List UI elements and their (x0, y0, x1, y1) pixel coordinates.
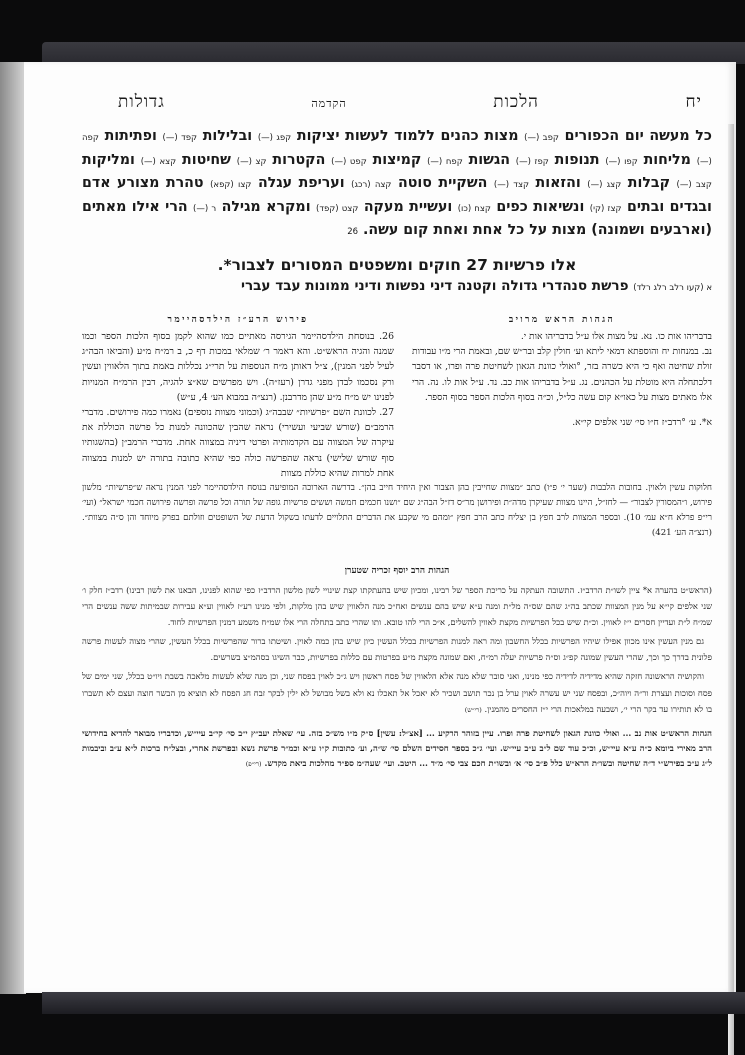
running-section: הקדמה (311, 97, 347, 110)
book-cover-top (42, 42, 745, 64)
hildesheimer-text (82, 329, 394, 481)
schwartz-notes (82, 582, 712, 718)
hildesheimer-note: 27. לכוונת השם ״פרשיות״ שבבה״ג (וכמוני מצוות נוספים) נאמרו כמה פירושים. מדברי הרמב״ם (שורש שביעי ועשירי) נראה שהבין שהכוונה למנות כל פרשה הכוללת את עיקרה של המצווה עם הקדמותיה ופרטי דיניה במצווה אחת. מדברי הרמב״ן (בהשגותיו סוף שורש שלישי) נראה שהפרשה כולה כפי שהיא כתובה בתורה יש למנות במצווה אחת למרות שהיא כוללת מצוות (82, 406, 394, 479)
mitzvah-text: קמיצות (372, 151, 422, 168)
mitzvah-text: מליחות (643, 151, 691, 168)
running-head (82, 92, 712, 118)
rashash-additional-signature: (רי״פ) (245, 760, 262, 769)
mitzvah-text: כל מעשה יום הכפורים (564, 128, 712, 144)
mitzvah-text: הגשות (468, 151, 510, 168)
mitzvah-ref: קצט (קפד) (316, 203, 359, 214)
mitzvah-text: טהרת מצורע אדם ובגדים ובתים (82, 175, 712, 215)
mitzvah-text: ומליקות (82, 151, 135, 168)
page-number: יח (685, 92, 702, 112)
sub-title-text: פרשת סנהדרי גדולה וקטנה דיני נפשות ודיני ממונות עבד עברי (240, 277, 629, 294)
mitzvah-ref: קצב (—) (676, 180, 712, 191)
mitzvah-text: ופתיתות (104, 128, 157, 144)
mitzvah-text: מצות כהנים ללמוד לעשות יציקות (296, 128, 519, 144)
section-title: אלו פרשיות 27 חוקים ומשפטים המסורים לצבור*. (217, 255, 577, 274)
mitzvah-ref: קפה (—) (82, 133, 712, 167)
mitzvah-ref: קפג (—) (257, 133, 292, 143)
mitzvah-ref: קפז (—) (515, 156, 549, 167)
mitzvah-text: קבלות (627, 175, 671, 192)
rashash-line: א*. ע׳ °רדב״ז ח״ו סי׳ שני אלפים קי״א. (572, 416, 712, 428)
mitzvah-ref: קצא (—) (140, 156, 177, 167)
page-right-edge (728, 124, 734, 1055)
running-title-left: גדולות (118, 92, 165, 112)
commentary-columns (82, 314, 712, 481)
mitzvah-text: ועריפת עגלה (257, 175, 345, 192)
mitzvah-ref: קצ (—) (236, 156, 267, 167)
main-text (82, 126, 712, 244)
book-page (24, 62, 736, 993)
mitzvah-text: השקיית סוטה (397, 175, 488, 192)
mitzvah-text: ומקרא מגילה (221, 198, 311, 215)
page-content (82, 92, 712, 773)
schwartz-paragraph-text: והקושיה הראשונה חזקה שהיא מדידיה לדידיה כפי מנינו, ואני סובר שלא מנה אלא הלאווין של פסח ראשון ויש ג״כ לאוין בפסח שני, וכן מנה שלא לעשות מלאכה בשבת ויו״ט בכלל, שני ימים של פסח וסוכות ועצרת ור״ה ויוה״כ, ובפסח שני יש עשרה לאוין ערל בן נכר תושב ושכיר לא יאכל אל תאכלו נא ולא בשל מבושל לא ילין לבקר זבח חג הפסח לא תוציא מן הבשר חוצה ועצם לא תשברו בו לא תותירו עד בקר הרי י׳, ושבעה במלאכות הרי י״ז החסרים מהמנין. (82, 671, 712, 714)
mitzvah-text: ונשיאות כפים (496, 198, 585, 215)
rashash-additional-text: הגהות הראש״ט אות נב ... ואולי כוונת הגאון לשחיטת פרה ופרו. עיין בזוהר הרקיע ... [אצ״ל: עשין] ס״ק מ״ו מש״כ בזה. עי׳ שאלת יעב״ץ י״ב סי׳ קי״ב עיי״ש, וכדבריו מבואר להדיא בחידושי הרב מאירי ביומא כ״ה ע״א עיי״ש, וכ״כ עוד שם ל״ב ע״ב עיי״ש. ועי׳ ג״כ בספר חסידים השלם סי׳ ש״ה, וע׳ כתובות ק״ו ע״א וכמ״ר פרשת נשא ובפרשת אחרי, ובצל״ח ברכות ל״א ע״ב וביבמות ל״ג ע״ב בפירש״י ד״ה שחיטה ובשו״ת הרא״ש כלל פ״ב סי׳ א׳ ובשו״ת חכם צבי סי׳ מ״ד ... היטב. ועי׳ שעה״מ ספ״ד מהלכות ביאת מקדש. (82, 727, 712, 769)
schwartz-signature: (רי״ש) (464, 705, 482, 714)
mitzvah-ref: קפב (—) (524, 133, 559, 143)
running-title-right: הלכות (493, 92, 539, 112)
mitzvah-text: ובלילות (202, 128, 253, 144)
mitzvah-text: הרי אילו מאתים (וארבעים ושמונה) (82, 198, 712, 239)
mitzvah-text: תנופות (554, 151, 600, 168)
hildesheimer-column (82, 314, 394, 481)
mitzvah-ref: קצד (—) (493, 180, 530, 191)
rashash-additional-notes (82, 726, 712, 773)
schwartz-paragraph (82, 668, 712, 717)
mitzvah-text: הקטרות (272, 151, 326, 168)
mitzvah-text: והזאות (535, 175, 581, 192)
mitzvah-ref: קצג (—) (587, 180, 622, 191)
page-stack-edge (0, 62, 26, 994)
schwartz-heading: הגהות הרב יוסף זכריה שטערן (344, 566, 450, 576)
mitzvah-ref: קצה (רכג) (351, 180, 392, 191)
mitzvah-text: ועשיית מעקה (363, 198, 453, 215)
rashash-line: בדבריהו אות כו. נא. על מצות אלו ע״ל בדבריהו אות י. (520, 330, 712, 342)
mitzvah-ref: קפח (—) (427, 156, 463, 167)
mitzvah-ref: קצו (קפא) (210, 180, 252, 191)
mitzvah-ref: קצח (כו) (457, 203, 491, 214)
mitzvah-text: מצות על כל אחת ואחת קום עשה. (362, 222, 587, 239)
sub-title (82, 276, 712, 298)
mitzvah-ref: קפד (—) (162, 133, 198, 143)
rashash-heading: הגהות הראש מרויב (508, 314, 616, 325)
mitzvah-ref: 26 (347, 227, 359, 238)
rashash-column (412, 314, 712, 481)
hildesheimer-note: 26. בנוסחת הילדסהיימר הגירסה מאתיים כמו שהוא לקמן בסוף הלכות הספר וכמו שמנה והגיה הראש״ט. והא דאמר ר׳ שמלאי במכות דף כ, ב רמ״ח מ״ע (והביאו הבה״ג לעיל לפני המנין), צ״ל דאותן מ״ח הנוספות על תרי״ג נכללות באמת בתוך הלאווין ועשין ורק נסכמו לבדן מפני גדרן (רעז״ה). ויש מפרשים שא״צ להגיה, דבין הרמ״ח המנויות לפנינו יש מ״ח מ״ע שהן מדרבנן. (רנצ״ה במבוא הע׳ 4, ע״ש) (82, 330, 394, 403)
mitzvah-ref: ר (—) (193, 203, 217, 214)
mitzvah-ref: קפו (—) (605, 156, 638, 167)
mitzvah-ref: קפט (—) (331, 156, 367, 167)
mitzvah-text: שחיטות (182, 151, 231, 168)
hildesheimer-heading: פירוש הרע״ז הילדסהיימר (167, 314, 309, 325)
book-cover-bottom (42, 992, 745, 1014)
rashash-line: נב. במנחות יח והוספתא דמאי ליתא וע׳ חולין קלב ובר״ש שם, ובאמת הרי מ״ו עבודות זולת שחיטה ואף כי היא כשרה בזר, °ואולי כוונת הגאון לשחיטת פרה ופרו, או דסבר דלכתחלה היא מוטלת על הכהנים. נג. ע״ל בדבריהו אות כב. נד. ע״ל אות לו. נה. הרי אלו מאתים מצות על כאו״א קום עשה כל״ל, וכ״ה בסוף הלכות הספר בסוף הספר. (412, 346, 712, 403)
sub-title-ref: א (קעו רלב רלג רלד) (633, 282, 712, 293)
rashash-text (412, 329, 712, 430)
schwartz-paragraph: (הראש״ט בהערה א* ציין לשו״ת הרדב״ז. התשובה העתקה על כריכת הספר של רבינו, ומכיון שיש בהעתקתו קצת שינויי לשון מלשון הרדב״ז כפי שהוא לפנינו, הבאנו את לשון רבינו) רדב״ז חלק ו׳ שני אלפים קי״א על מנין המצוות שכתב בה״ג שהם שס״ה מל״ת ומנה ע״א שיש בהם ענשים ואח״כ מנה הלאווין שיש בהן מלקות, ולפי מנינו רע״ז לאווין וע״א עבירות שבמיתות ששה ענשים הרי שמ״ח ל״ת ועדיין חסרים י״ז לאווין. וכ״ת שיש בכל הפרשיות מקצת לאווין להשלים, א״כ הרי להו טובא. ותו שהרי כתב בתחלה הרי אלו שמ״ח משמע דמנין הפרשיות לחוד. (82, 585, 712, 628)
mitzvah-ref: קצז (קי) (589, 203, 622, 214)
hildesheimer-continuation: חלוקות עשין ולאוין. בחובות הלבבות (שער י׳ פ״ו) כתב ״מצוות שחייבין בהן הצבור ואין היחיד חייב בהן״. בדרשה הארוכה המופיעה בנוסח הילדסהיימר לפני המנין נראה ש״פרשיות״ מלשון פירוש, ו״המסורין לצבור״ — לחז״ל, היינו מצוות שעיקרן מדה״ת ופירושן מר״ס דז״ל הבה״ג שם ״ושנו חכמים חמשה וששים פרשיות גופה של תורה וכל פרשה ופרשה פירושה חכמי ישראל״ (ועי׳ רי״פ פרלא ח״א עמ׳ 10). ובספר המצוות לרב חפץ בן יצליח כתב הרב חפץ ״ומהם מי שקבע את הדברים התלויים לדעתו בשקול הדעת של השופטים וזולתם בפרק מיוחד והן ס״ה מצוות״. (רנצ״ה הע׳ 421) (82, 483, 713, 538)
schwartz-paragraph: גם מנין העשין אינו מכוון אפילו שיהיו הפרשיות בכלל החשבון ומה ראה למנות הפרשיות בכלל העשין כיון שיש בהן כמה לאוין. ושיטתו ברור שהפרשיות בכלל העשין, שהרי מצוה לעשות פרשה פלונית בדרך כך וכך, שהרי העשין שמונה קפ״ג וס״ה פרשיות יעלה רמ״ח, ואם שמונה מקצת מ״ע בפרטות עם כללות בפרשיות, כבר השיגו בסהמ״צ בשרשים. (82, 636, 712, 663)
